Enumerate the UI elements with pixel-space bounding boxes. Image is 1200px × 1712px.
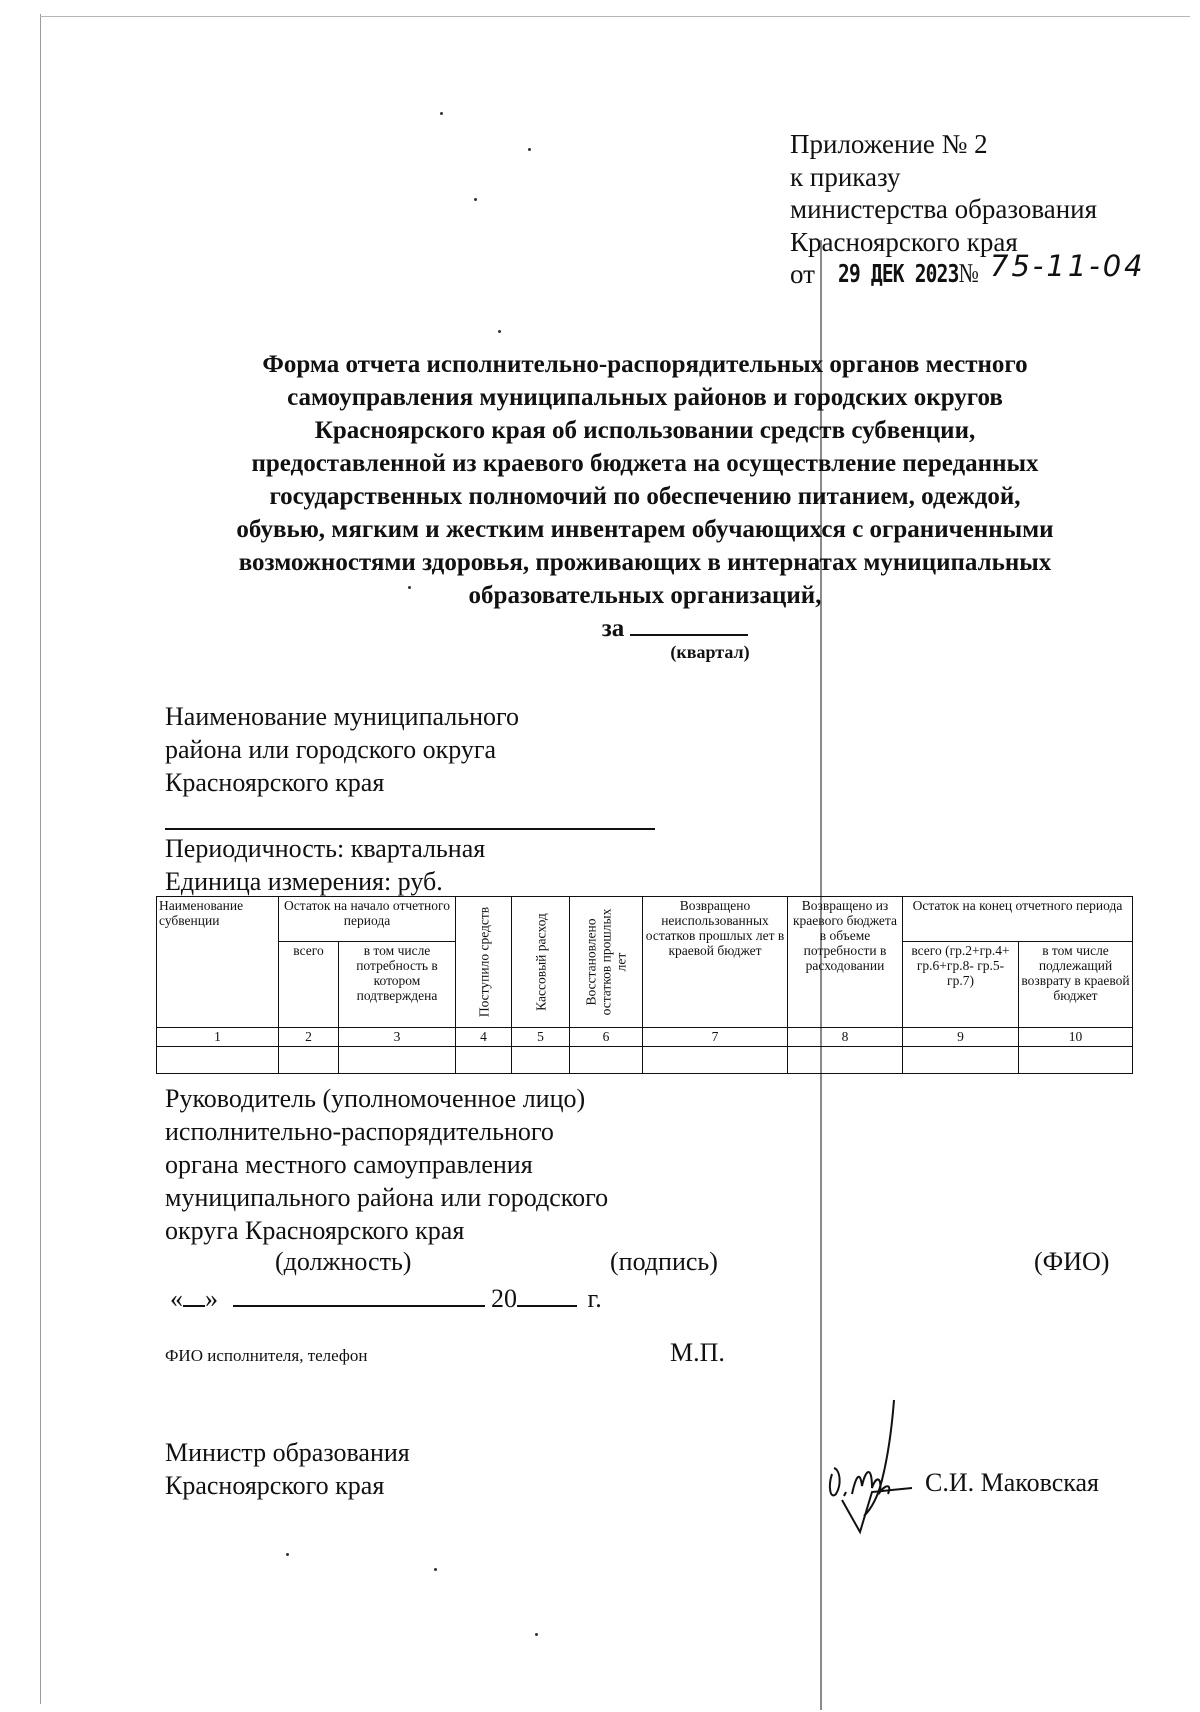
column-number: 8 bbox=[788, 1028, 903, 1047]
signature-label: (подпись) bbox=[610, 1247, 718, 1276]
scan-speck bbox=[474, 198, 477, 201]
month-blank bbox=[233, 1283, 485, 1307]
table-cell[interactable] bbox=[1019, 1047, 1133, 1074]
appendix-block bbox=[790, 128, 1146, 291]
col-group-end-balance: Остаток на конец отчетного периода bbox=[903, 897, 1133, 942]
appendix-line: министерства образования bbox=[790, 194, 1098, 224]
column-number: 2 bbox=[279, 1028, 339, 1047]
head-line: Руководитель (уполномоченное лицо) bbox=[165, 1084, 586, 1113]
minister-title: Министр образования bbox=[165, 1438, 410, 1467]
title-line: образовательных организаций, bbox=[468, 582, 822, 609]
scan-border-top bbox=[40, 16, 1190, 17]
table-cell[interactable] bbox=[456, 1047, 512, 1074]
municipality-blank-line bbox=[165, 828, 655, 830]
col-restored: Восстановлено остатков прошлых лет bbox=[570, 897, 643, 1028]
stamp-place-label: М.П. bbox=[670, 1338, 725, 1367]
col-end-to-return: в том числе подлежащий возврату в краевой бюджет bbox=[1019, 942, 1133, 1028]
unit-of-measure: Единица измерения: руб. bbox=[165, 867, 443, 896]
day-blank bbox=[183, 1283, 205, 1307]
table-cell[interactable] bbox=[339, 1047, 456, 1074]
minister-signature bbox=[822, 1396, 922, 1546]
appendix-ot: от bbox=[790, 259, 815, 289]
scan-speck bbox=[440, 112, 443, 115]
executor-label: ФИО исполнителя, телефон bbox=[165, 1346, 368, 1365]
scan-speck bbox=[498, 330, 501, 333]
municipality-line: района или городского округа bbox=[165, 735, 497, 764]
head-line: округа Красноярского края bbox=[165, 1216, 465, 1245]
table-header-row bbox=[157, 897, 1133, 942]
municipality-line: Красноярского края bbox=[165, 768, 385, 797]
municipality-line: Наименование муниципального bbox=[165, 702, 520, 731]
col-cash-expense: Кассовый расход bbox=[512, 897, 570, 1028]
minister-region: Красноярского края bbox=[165, 1471, 385, 1500]
title-line: обувью, мягким и жестким инвентарем обучающихся с ограниченными bbox=[236, 516, 1054, 543]
quarter-row bbox=[160, 612, 1130, 643]
form-title bbox=[160, 348, 1130, 612]
col-start-total: всего bbox=[279, 942, 339, 1028]
col-returned-to-budget: Возвращено неиспользованных остатков прошлых лет в краевой бюджет bbox=[643, 897, 788, 1028]
col-group-start-balance: Остаток на начало отчетного периода bbox=[279, 897, 456, 942]
position-label: (должность) bbox=[275, 1247, 412, 1276]
col-returned-from-budget: Возвращено из краевого бюджета в объеме потребности в расходовании bbox=[788, 897, 903, 1028]
title-line: возможностями здоровья, проживающих в интернатах муниципальных bbox=[238, 549, 1052, 576]
quarter-blank bbox=[630, 612, 748, 636]
appendix-title: Приложение № 2 bbox=[790, 129, 988, 159]
title-line: предоставленной из краевого бюджета на осуществление переданных bbox=[251, 450, 1039, 477]
head-line: органа местного самоуправления bbox=[165, 1150, 533, 1179]
table-cell[interactable] bbox=[788, 1047, 903, 1074]
head-block bbox=[165, 1082, 608, 1247]
appendix-line: Красноярского края bbox=[790, 226, 1018, 257]
quarter-caption: (квартал) bbox=[670, 642, 750, 662]
table-cell[interactable] bbox=[570, 1047, 643, 1074]
column-number: 7 bbox=[643, 1028, 788, 1047]
date-stamp: 29 ДЕК 2023№ bbox=[838, 258, 978, 288]
table-cell[interactable] bbox=[903, 1047, 1019, 1074]
date-line bbox=[170, 1283, 602, 1314]
appendix-line: к приказу bbox=[790, 161, 901, 192]
za-label: за bbox=[601, 615, 625, 642]
col-subvention-name: Наименование субвенции bbox=[157, 897, 279, 1028]
year-suffix: г. bbox=[587, 1284, 602, 1313]
report-table bbox=[156, 896, 1133, 1074]
periodicity: Периодичность: квартальная bbox=[165, 834, 486, 863]
close-quote: » bbox=[205, 1284, 218, 1313]
table-cell[interactable] bbox=[157, 1047, 279, 1074]
open-quote: « bbox=[170, 1284, 183, 1313]
head-line: исполнительно-распорядительного bbox=[165, 1117, 554, 1146]
order-number-handwritten: 75-11-04 bbox=[990, 249, 1146, 283]
fio-label: (ФИО) bbox=[1034, 1247, 1110, 1276]
column-number: 4 bbox=[456, 1028, 512, 1047]
scan-speck bbox=[286, 1553, 289, 1556]
column-number: 1 bbox=[157, 1028, 279, 1047]
scan-speck bbox=[434, 1568, 437, 1571]
period-block bbox=[165, 832, 485, 898]
table-number-row bbox=[157, 1028, 1133, 1047]
minister-name: С.И. Маковская bbox=[925, 1468, 1099, 1497]
appendix-date-row bbox=[790, 249, 1146, 291]
head-line: муниципального района или городского bbox=[165, 1183, 609, 1212]
year-prefix: 20 bbox=[491, 1284, 517, 1313]
scan-border-left bbox=[40, 14, 41, 1704]
column-number: 6 bbox=[570, 1028, 643, 1047]
column-number: 5 bbox=[512, 1028, 570, 1047]
title-line: Форма отчета исполнительно-распорядительных органов местного bbox=[262, 351, 1028, 378]
table-cell[interactable] bbox=[643, 1047, 788, 1074]
column-number: 9 bbox=[903, 1028, 1019, 1047]
minister-block bbox=[165, 1436, 410, 1502]
column-number: 10 bbox=[1019, 1028, 1133, 1047]
title-line: Красноярского края об использовании средств субвенции, bbox=[314, 417, 976, 444]
column-number: 3 bbox=[339, 1028, 456, 1047]
col-start-confirmed: в том числе потребность в котором подтверждена bbox=[339, 942, 456, 1028]
col-end-total: всего (гр.2+гр.4+ гр.6+гр.8- гр.5-гр.7) bbox=[903, 942, 1019, 1028]
year-blank bbox=[517, 1283, 577, 1307]
scan-speck bbox=[535, 1633, 538, 1636]
title-line: государственных полномочий по обеспечению питанием, одеждой, bbox=[269, 483, 1021, 510]
table-row bbox=[157, 1047, 1133, 1074]
municipality-block bbox=[165, 700, 519, 799]
scan-speck bbox=[528, 148, 531, 151]
col-received: Поступило средств bbox=[456, 897, 512, 1028]
title-line: самоуправления муниципальных районов и городских округов bbox=[287, 384, 1003, 411]
table-cell[interactable] bbox=[512, 1047, 570, 1074]
table-cell[interactable] bbox=[279, 1047, 339, 1074]
